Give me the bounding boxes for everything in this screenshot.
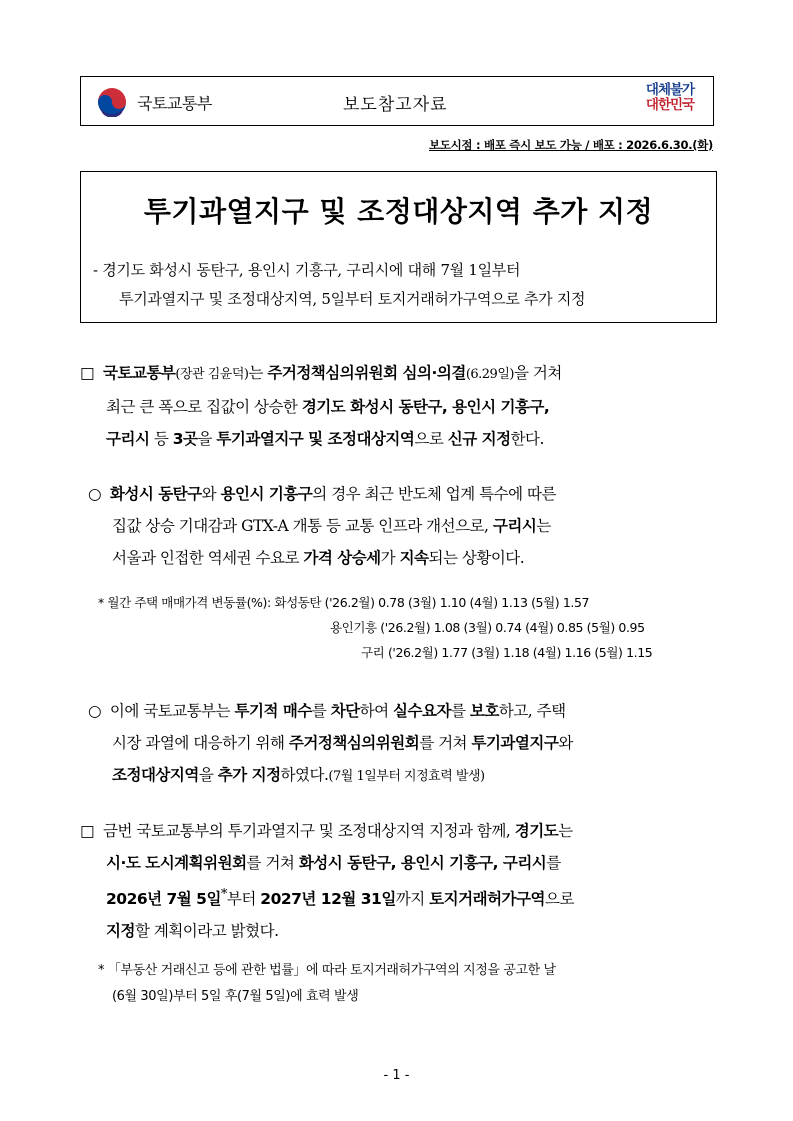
text: 를 — [546, 854, 561, 872]
text: 하였다. — [280, 766, 329, 784]
text-bold: 국토교통부 — [103, 364, 176, 382]
text: 가 — [380, 549, 400, 567]
note-region: 화성동탄 — [274, 595, 322, 610]
note-values: ('26.2월) 0.78 (3월) 1.10 (4월) 1.13 (5월) 1.57 — [324, 595, 590, 610]
text-bold: 경기도 — [514, 822, 559, 840]
subtitle-line2: 투기과열지구 및 조정대상지역, 5일부터 토지거래허가구역으로 추가 지정 — [119, 290, 586, 308]
text-bold: 구리시 — [106, 430, 150, 448]
text-bold: 보호 — [469, 702, 499, 720]
text-bold: 2026년 7월 5일 — [106, 890, 221, 909]
text-bold: 투기적 매수 — [234, 702, 312, 720]
text-bold: 용인시 기흥구 — [220, 485, 313, 503]
text: 와 — [201, 485, 221, 503]
text: 을 거쳐 — [513, 364, 562, 382]
text-bold: 2027년 12월 31일 — [260, 890, 396, 909]
circle-bullet: ○ — [88, 702, 102, 720]
footnote-marker: * — [220, 887, 227, 902]
text-bold: 차단 — [330, 702, 360, 720]
page-title: 투기과열지구 및 조정대상지역 추가 지정 — [143, 195, 654, 228]
note-region: 구리 — [361, 645, 385, 660]
text: (장관 김윤덕) — [175, 367, 249, 382]
square-bullet: □ — [80, 364, 95, 382]
text: 의 경우 최근 반도체 업계 특수에 따른 — [312, 485, 556, 503]
text: 한다. — [510, 430, 544, 448]
text-bold: 추가 지정 — [217, 766, 281, 784]
text: 를 — [450, 702, 470, 720]
text: 을 — [198, 766, 218, 784]
text-bold: 경기도 화성시 동탄구, 용인시 기흥구, — [301, 398, 550, 416]
text: 되는 상황이다. — [428, 549, 525, 567]
text-bold: 화성시 동탄구, 용인시 기흥구, 구리시 — [298, 854, 547, 872]
government-logo-icon — [97, 87, 127, 117]
text-bold: 가격 상승세 — [303, 549, 381, 567]
circle-bullet: ○ — [88, 485, 102, 503]
slogan-logo — [639, 83, 701, 113]
footnote-line1: * 「부동산 거래신고 등에 관한 법률」에 따라 토지거래허가구역의 지정을 공고한 날 — [98, 963, 556, 978]
note-label: * 월간 주택 매매가격 변동률(%): — [98, 595, 271, 610]
text-bold: 3곳 — [172, 430, 198, 448]
text-bold: 토지거래허가구역 — [429, 890, 545, 909]
subtitle-line1: - 경기도 화성시 동탄구, 용인시 기흥구, 구리시에 대해 7월 1일부터 — [93, 261, 521, 279]
document-type: 보도참고자료 — [343, 95, 448, 115]
text: 등 — [149, 430, 173, 448]
text: 와 — [558, 734, 573, 752]
header-box — [80, 76, 714, 126]
text: 최근 큰 폭으로 집값이 상승한 — [106, 398, 302, 416]
footnote-line2: (6월 30일)부터 5일 후(7월 5일)에 효력 발생 — [112, 989, 359, 1004]
text: 하여 — [359, 702, 394, 720]
text: 를 — [311, 702, 331, 720]
text-bold: 지속 — [399, 549, 429, 567]
square-bullet: □ — [80, 822, 95, 840]
text-bold: 주거정책심의위원회 심의·의결 — [267, 364, 466, 382]
text: 이에 국토교통부는 — [109, 702, 235, 720]
text: 서울과 인접한 역세권 수요로 — [112, 549, 304, 567]
text: 집값 상승 기대감과 GTX-A 개통 등 교통 인프라 개선으로, — [112, 517, 493, 535]
text: 을 — [197, 430, 217, 448]
text: 는 — [536, 517, 551, 535]
note-region: 용인기흥 — [330, 620, 377, 635]
page-number: - 1 - — [383, 1068, 410, 1083]
text-bold: 지정 — [106, 922, 135, 941]
text-bold: 주거정책심의위원회 — [288, 734, 420, 752]
text: 으로 — [414, 430, 448, 448]
text-bold: 조정대상지역 — [112, 766, 199, 784]
text-bold: 구리시 — [492, 517, 537, 535]
text: 는 — [248, 364, 268, 382]
text: 까지 — [395, 890, 430, 909]
paragraph-3 — [88, 695, 720, 793]
text: 할 계획이라고 밝혔다. — [134, 922, 279, 941]
text-bold: 실수요자 — [393, 702, 451, 720]
text-bold: 투기과열지구 — [471, 734, 559, 752]
text: 를 거쳐 — [419, 734, 472, 752]
text-bold: 투기과열지구 및 조정대상지역 — [216, 430, 415, 448]
slogan-line1: 대체불가 — [645, 82, 695, 98]
ministry-name: 국토교통부 — [137, 94, 212, 113]
title-box — [80, 171, 717, 323]
text: (7월 1일부터 지정효력 발생) — [328, 769, 485, 784]
text: 부터 — [226, 890, 261, 909]
text: 금번 국토교통부의 투기과열지구 및 조정대상지역 지정과 함께, — [103, 822, 515, 840]
text: 를 거쳐 — [246, 854, 299, 872]
paragraph-2 — [88, 478, 720, 574]
subtitle — [93, 256, 710, 314]
paragraph-4 — [80, 815, 720, 947]
text: 는 — [558, 822, 573, 840]
text-bold: 화성시 동탄구 — [109, 485, 202, 503]
text: 하고, 주택 — [498, 702, 566, 720]
slogan-line2: 대한민국 — [645, 97, 695, 113]
text-bold: 신규 지정 — [447, 430, 511, 448]
text: 시장 과열에 대응하기 위해 — [112, 734, 289, 752]
text: 으로 — [544, 890, 574, 909]
text: (6.29일) — [465, 367, 514, 382]
law-footnote — [98, 958, 718, 1010]
release-info: 보도시점 : 배포 즉시 보도 가능 / 배포 : 2026.6.30.(화) — [429, 138, 713, 152]
price-change-note — [98, 590, 708, 665]
paragraph-1 — [80, 357, 720, 455]
text-bold: 시·도 도시계획위원회 — [106, 854, 247, 872]
note-values: ('26.2월) 1.77 (3월) 1.18 (4월) 1.16 (5월) 1.15 — [387, 645, 653, 660]
note-values: ('26.2월) 1.08 (3월) 0.74 (4월) 0.85 (5월) 0.95 — [380, 620, 645, 635]
